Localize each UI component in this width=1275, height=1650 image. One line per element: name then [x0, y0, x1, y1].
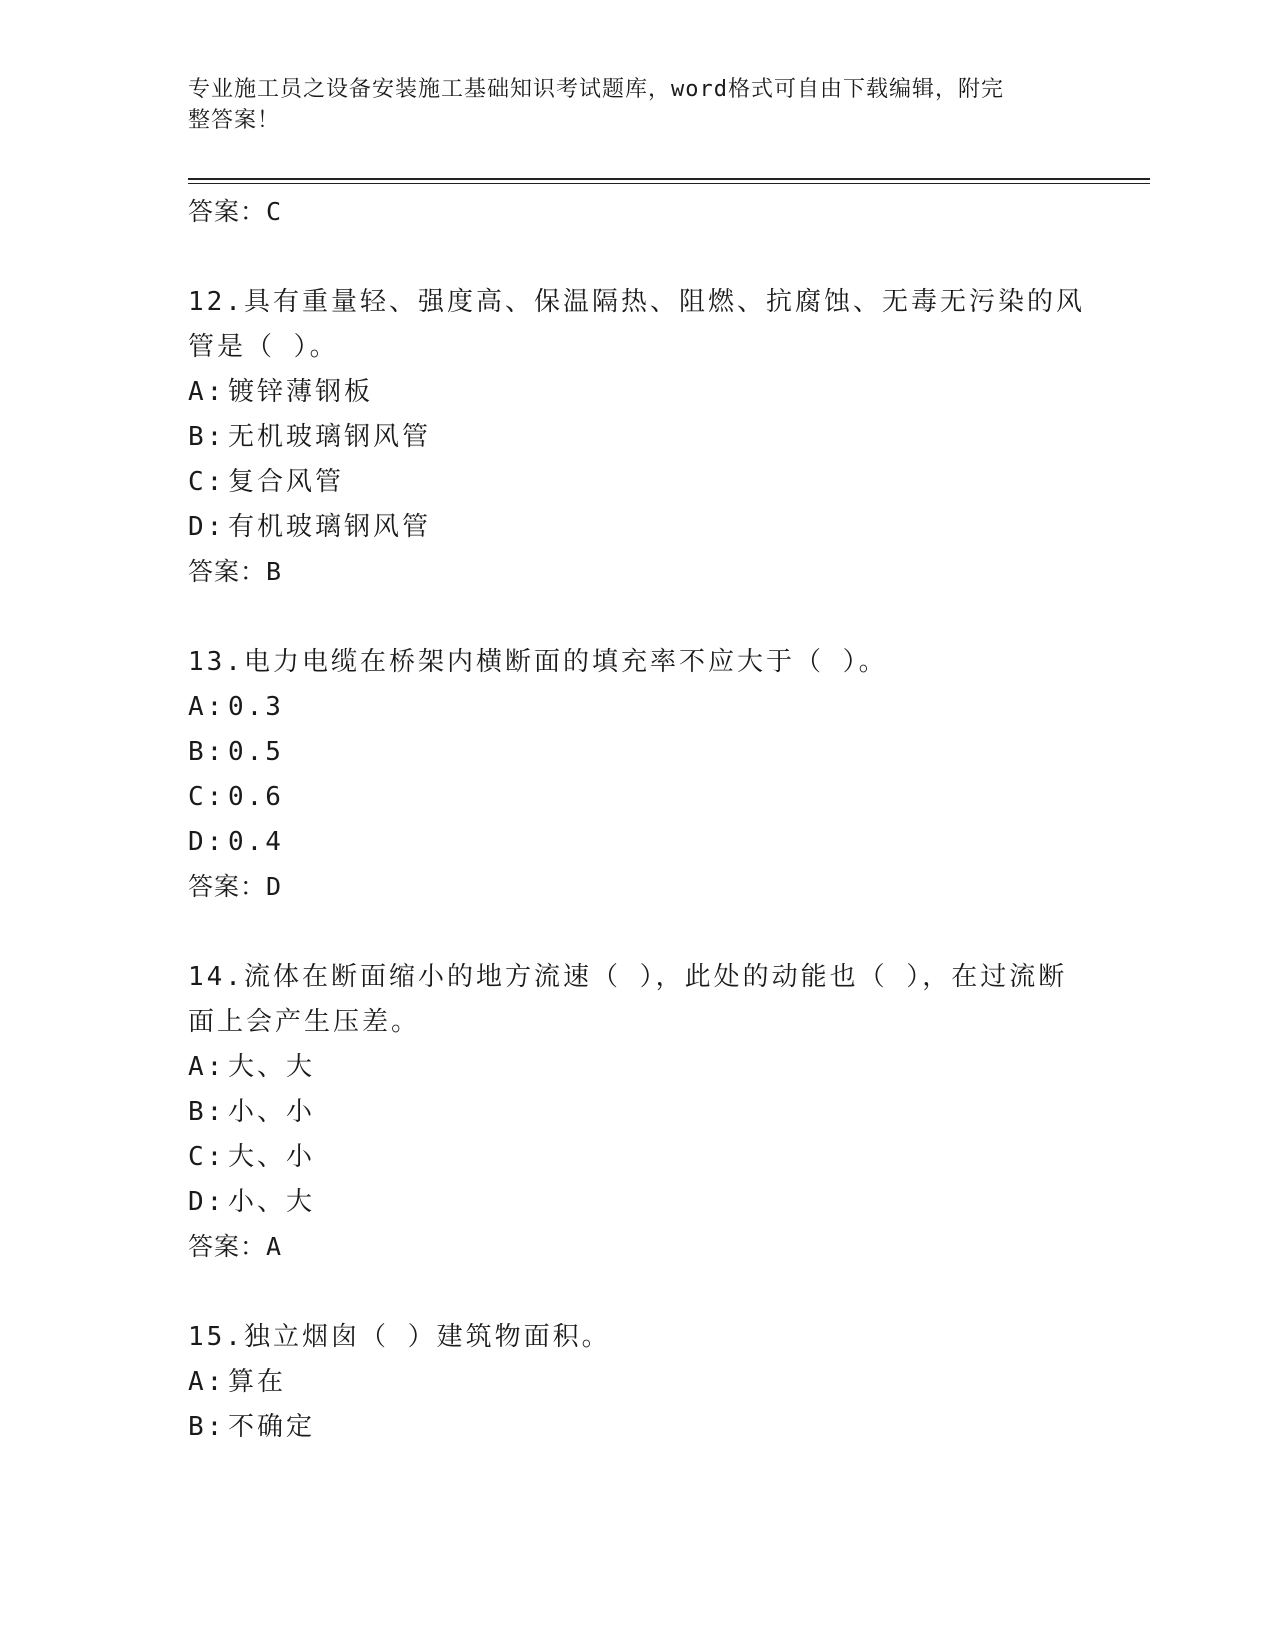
option-letter: D:: [188, 512, 226, 542]
option-b: [188, 730, 1088, 775]
question-text: [188, 955, 1088, 1045]
answer-line: [188, 190, 1088, 234]
option-text: 有机玻璃钢风管: [228, 512, 432, 542]
option-letter: A:: [188, 377, 226, 407]
option-b: [188, 1090, 1088, 1135]
option-c: [188, 1135, 1088, 1180]
option-letter: A:: [188, 692, 226, 722]
question-text-line-1: 15.独立烟囱（ ）建筑物面积。: [188, 1322, 611, 1352]
answer-value: C: [266, 197, 283, 226]
option-letter: C:: [188, 1142, 226, 1172]
question-text-line-1: 13.电力电缆在桥架内横断面的填充率不应大于（ ）。: [188, 647, 888, 677]
option-a: [188, 1360, 1088, 1405]
option-a: [188, 370, 1088, 415]
option-d: [188, 505, 1088, 550]
option-text: 0.4: [228, 827, 284, 857]
question-text-line-1: 12.具有重量轻、强度高、保温隔热、阻燃、抗腐蚀、无毒无污染的风: [188, 287, 1085, 317]
option-letter: B:: [188, 737, 226, 767]
option-text: 复合风管: [228, 467, 345, 497]
option-text: 无机玻璃钢风管: [228, 422, 432, 452]
option-letter: B:: [188, 422, 226, 452]
option-b: [188, 415, 1088, 460]
option-d: [188, 820, 1088, 865]
header-divider-thin: [188, 183, 1150, 184]
option-a: [188, 1045, 1088, 1090]
question-12: [188, 280, 1088, 594]
answer-value: D: [266, 872, 283, 901]
question-15: [188, 1315, 1088, 1450]
option-text: 算在: [228, 1367, 287, 1397]
option-letter: B:: [188, 1097, 226, 1127]
answer-line: [188, 550, 1088, 594]
question-text-line-2: 面上会产生压差。: [188, 1007, 421, 1037]
option-d: [188, 1180, 1088, 1225]
option-letter: D:: [188, 827, 226, 857]
option-text: 0.6: [228, 782, 284, 812]
question-text: [188, 640, 1088, 685]
option-c: [188, 460, 1088, 505]
option-text: 镀锌薄钢板: [228, 377, 374, 407]
answer-value: B: [266, 557, 283, 586]
header-line-2: 整答案！: [188, 108, 281, 133]
answer-line: [188, 1225, 1088, 1269]
option-text: 不确定: [228, 1412, 316, 1442]
option-text: 小、小: [228, 1097, 316, 1127]
question-text-line-2: 管是（ ）。: [188, 332, 339, 362]
option-text: 大、大: [228, 1052, 316, 1082]
answer-value: A: [266, 1232, 283, 1261]
question-14: [188, 955, 1088, 1269]
option-text: 小、大: [228, 1187, 316, 1217]
option-letter: A:: [188, 1367, 226, 1397]
option-text: 大、小: [228, 1142, 316, 1172]
option-letter: A:: [188, 1052, 226, 1082]
option-a: [188, 685, 1088, 730]
answer-label: 答案：: [188, 1232, 267, 1261]
document-header: [188, 74, 1088, 136]
question-text: [188, 280, 1088, 370]
header-line-1: 专业施工员之设备安装施工基础知识考试题库，word格式可自由下载编辑，附完: [188, 77, 1004, 102]
question-text-line-1: 14.流体在断面缩小的地方流速（ ），此处的动能也（ ），在过流断: [188, 962, 1068, 992]
answer-line: [188, 865, 1088, 909]
question-text: [188, 1315, 1088, 1360]
option-b: [188, 1405, 1088, 1450]
header-divider-thick: [188, 178, 1150, 180]
option-c: [188, 775, 1088, 820]
question-13: [188, 640, 1088, 909]
option-letter: B:: [188, 1412, 226, 1442]
option-text: 0.3: [228, 692, 284, 722]
option-letter: D:: [188, 1187, 226, 1217]
option-text: 0.5: [228, 737, 284, 767]
answer-label: 答案：: [188, 197, 267, 226]
answer-label: 答案：: [188, 557, 267, 586]
option-letter: C:: [188, 467, 226, 497]
option-letter: C:: [188, 782, 226, 812]
question-list: [188, 190, 1088, 1450]
answer-label: 答案：: [188, 872, 267, 901]
